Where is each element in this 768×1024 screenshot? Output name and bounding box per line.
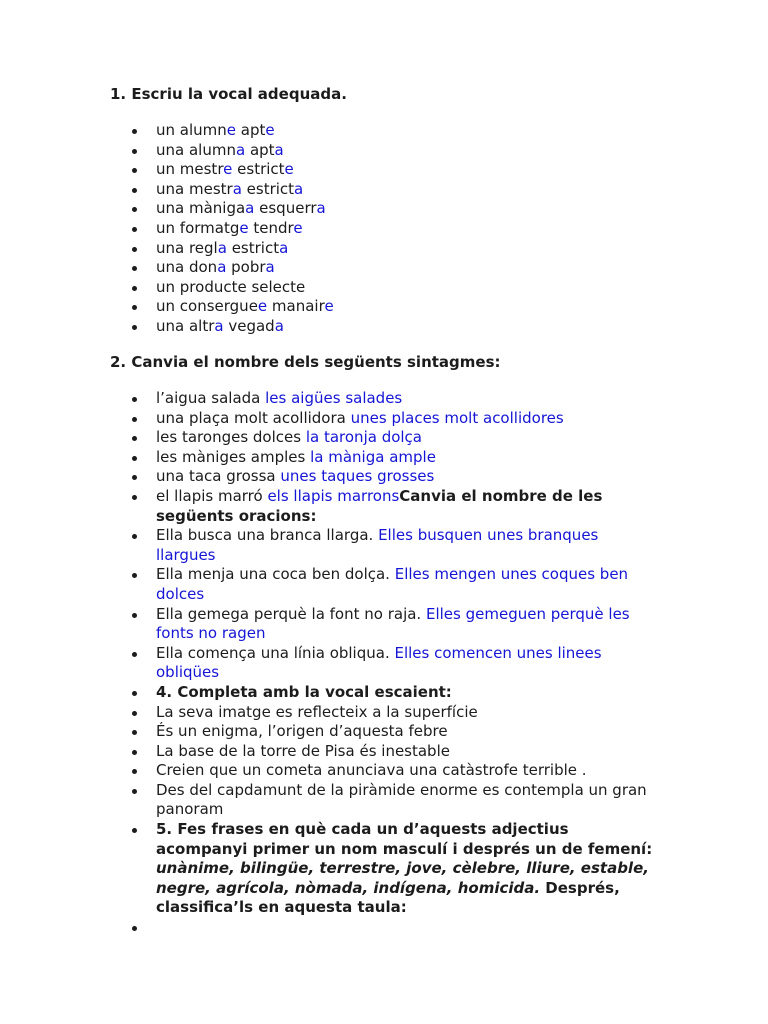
answer-text: a xyxy=(217,238,227,257)
list-item xyxy=(130,219,655,239)
item-text: Creien que un cometa anunciava una catàstrofe terrible . xyxy=(156,761,587,780)
list-item xyxy=(130,467,655,487)
item-text: apt xyxy=(245,140,275,159)
list-item xyxy=(130,180,655,200)
list-item xyxy=(130,448,655,468)
item-text: el llapis marró xyxy=(156,486,268,505)
answer-text: e xyxy=(265,121,275,139)
item-text: La base de la torre de Pisa és inestable xyxy=(156,741,450,760)
item-text: un alumn xyxy=(156,121,227,139)
item-text: Ella gemega perquè la font no raja. xyxy=(156,604,426,623)
list-item xyxy=(130,703,655,723)
item-text: una plaça molt acollidora xyxy=(156,408,351,427)
list-item xyxy=(130,722,655,742)
answer-text: a xyxy=(265,258,275,277)
item-text: estrict xyxy=(232,160,285,179)
section2-title: 2. Canvia el nombre dels següents sintagmes: xyxy=(110,353,501,371)
answer-text: a xyxy=(274,316,284,335)
answer-text: les aigües salades xyxy=(265,389,403,407)
vowel-list xyxy=(130,121,655,337)
answer-text: els llapis marrons xyxy=(267,486,400,505)
answer-text: e xyxy=(223,160,233,179)
item-text: un consergue xyxy=(156,297,258,316)
item-text: Després, classifica’ls en aquesta taula: xyxy=(156,878,620,917)
answer-text: Elles busquen unes branques llargues xyxy=(156,526,599,564)
item-text: tendr xyxy=(248,218,294,237)
list-item xyxy=(130,644,655,683)
item-text: les màniges amples xyxy=(156,447,311,466)
answer-text: e xyxy=(257,297,268,316)
section1-title: 1. Escriu la vocal adequada. xyxy=(110,85,347,103)
list-item xyxy=(130,409,655,429)
item-text: una don xyxy=(156,258,218,277)
answer-text: a xyxy=(316,199,326,218)
list-item xyxy=(130,297,655,317)
item-text: un formatg xyxy=(156,218,240,237)
list-item xyxy=(130,487,655,526)
answer-text: Elles gemeguen perquè les fonts no ragen xyxy=(156,604,630,643)
item-text: pobr xyxy=(226,258,266,277)
answer-text: Elles mengen unes coques ben dolces xyxy=(156,565,629,603)
item-text: Ella menja una coca ben dolça. xyxy=(156,565,395,584)
answer-text: a xyxy=(235,140,246,159)
answer-text: la taronja dolça xyxy=(305,428,422,447)
item-text: una altr xyxy=(156,316,215,335)
item-text: És un enigma, l’origen d’aquesta febre xyxy=(156,722,448,741)
answer-text: e xyxy=(239,218,249,237)
item-text: les taronges dolces xyxy=(156,428,306,447)
list-item xyxy=(130,781,655,820)
item-text: un producte selecte xyxy=(156,277,306,296)
list-item xyxy=(130,526,655,565)
list-item xyxy=(130,389,655,409)
answer-text: e xyxy=(226,121,237,139)
answer-text: e xyxy=(324,297,334,316)
item-text: Des del capdamunt de la piràmide enorme es contempla un gran panoram xyxy=(156,780,647,819)
answer-text: a xyxy=(214,316,224,335)
answer-text: unes places molt acollidores xyxy=(350,408,564,427)
item-text: estrict xyxy=(241,179,295,198)
list-item xyxy=(130,605,655,644)
answer-text: a xyxy=(245,199,255,218)
item-text: un mestr xyxy=(156,160,224,179)
item-text: Canvia el nombre de les següents oracions: xyxy=(156,486,603,525)
list-item xyxy=(130,199,655,219)
number-list xyxy=(130,389,655,918)
answer-text: Elles comencen unes linees obliqües xyxy=(156,643,602,682)
list-item xyxy=(130,160,655,180)
list-item xyxy=(130,761,655,781)
item-text: unànime, bilingüe, terrestre, jove, cèlebre, lliure, estable, negre, agrícola, nòmada, indígena, homicida. xyxy=(156,859,649,897)
list-item xyxy=(130,820,655,918)
item-text: Ella comença una línia obliqua. xyxy=(156,643,395,662)
item-text: una màniga xyxy=(156,199,246,218)
answer-text: e xyxy=(293,218,303,237)
item-text: una mestr xyxy=(156,179,233,198)
item-text: estrict xyxy=(226,238,280,257)
item-text: l’aigua salada xyxy=(156,389,266,407)
list-item xyxy=(130,317,655,337)
list-item xyxy=(130,742,655,762)
list-item xyxy=(130,258,655,278)
answer-text: la màniga ample xyxy=(310,447,436,466)
answer-text: a xyxy=(232,179,242,198)
answer-text: a xyxy=(294,179,304,198)
item-text: vegad xyxy=(223,316,275,335)
answer-text: a xyxy=(217,258,227,277)
item-text: Ella busca una branca llarga. xyxy=(156,526,379,545)
item-text: manair xyxy=(267,297,325,316)
list-item xyxy=(130,428,655,448)
list-item xyxy=(130,239,655,259)
answer-text: a xyxy=(279,238,289,257)
item-text: una alumn xyxy=(156,140,236,159)
list-item xyxy=(130,141,655,161)
item-text: La seva imatge es reflecteix a la superfície xyxy=(156,702,478,721)
list-item xyxy=(130,278,655,298)
answer-text: unes taques grosses xyxy=(280,467,435,486)
item-text: una regl xyxy=(156,238,218,257)
item-text: 5. Fes frases en què cada un d’aquests adjectius acompanyi primer un nom masculí i després un de femení: xyxy=(156,820,653,858)
item-text: esquerr xyxy=(254,199,317,218)
item-text: una taca grossa xyxy=(156,467,281,486)
answer-text: e xyxy=(284,160,294,179)
item-text: apt xyxy=(236,121,266,139)
list-item xyxy=(130,683,655,703)
answer-text: a xyxy=(274,140,284,159)
list-item xyxy=(130,565,655,604)
item-text: 4. Completa amb la vocal escaient: xyxy=(156,682,452,701)
list-item xyxy=(130,121,655,141)
